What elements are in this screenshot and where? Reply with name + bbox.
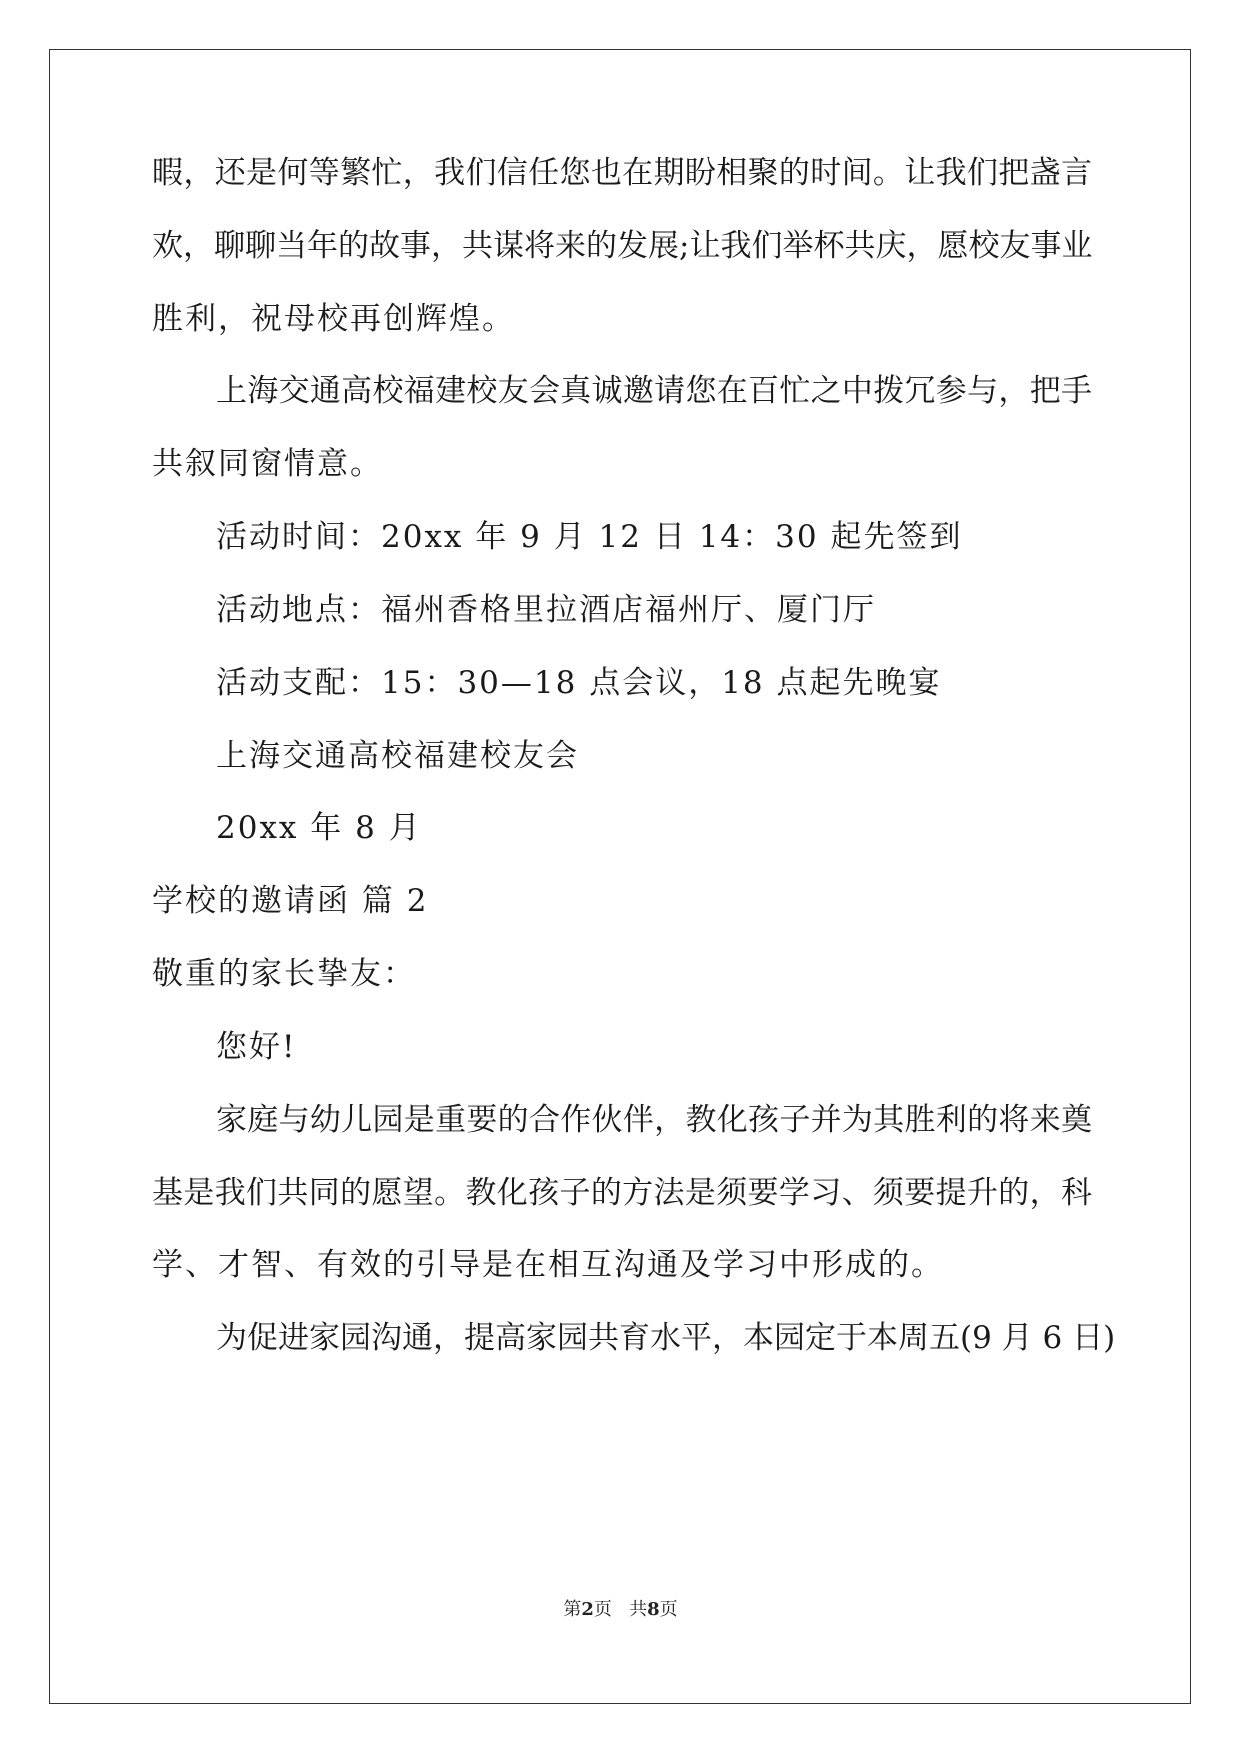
event-location: 活动地点：福州香格里拉酒店福州厅、厦门厅: [216, 592, 876, 628]
total-page-number: 8: [647, 1599, 660, 1620]
paragraph-line: 家庭与幼儿园是重要的合作伙伴，教化孩子并为其胜利的将来奠: [216, 1102, 1092, 1138]
signature-organization: 上海交通高校福建校友会: [216, 738, 579, 774]
paragraph-line: 上海交通高校福建校友会真诚邀请您在百忙之中拨冗参与，把手: [216, 373, 1092, 409]
total-suffix: 页: [659, 1599, 678, 1620]
event-time: 活动时间：20xx 年 9 月 12 日 14：30 起先签到: [216, 519, 963, 555]
section-heading: 学校的邀请函 篇 2: [152, 883, 429, 919]
page-suffix: 页: [593, 1599, 612, 1620]
current-page-number: 2: [581, 1599, 594, 1620]
salutation: 敬重的家长挚友：: [152, 956, 416, 992]
total-prefix: 共: [629, 1599, 648, 1620]
paragraph-line: 为促进家园沟通，提高家园共育水平，本园定于本周五(9 月 6 日): [216, 1320, 1116, 1356]
signature-date: 20xx 年 8 月: [216, 810, 422, 846]
page-prefix: 第: [563, 1599, 582, 1620]
page-footer: [0, 1598, 1241, 1622]
event-schedule: 活动支配：15：30—18 点会议，18 点起先晚宴: [216, 665, 942, 701]
paragraph-line: 基是我们共同的愿望。教化孩子的方法是须要学习、须要提升的，科: [152, 1175, 1092, 1211]
paragraph-line: 胜利，祝母校再创辉煌。: [152, 301, 515, 337]
paragraph-line: 学、才智、有效的引导是在相互沟通及学习中形成的。: [152, 1247, 944, 1283]
paragraph-line: 暇，还是何等繁忙，我们信任您也在期盼相聚的时间。让我们把盏言: [152, 155, 1092, 191]
paragraph-line: 共叙同窗情意。: [152, 446, 383, 482]
greeting: 您好!: [216, 1029, 297, 1065]
page-border: [49, 49, 1191, 1704]
paragraph-line: 欢，聊聊当年的故事，共谋将来的发展;让我们举杯共庆，愿校友事业: [152, 228, 1093, 264]
